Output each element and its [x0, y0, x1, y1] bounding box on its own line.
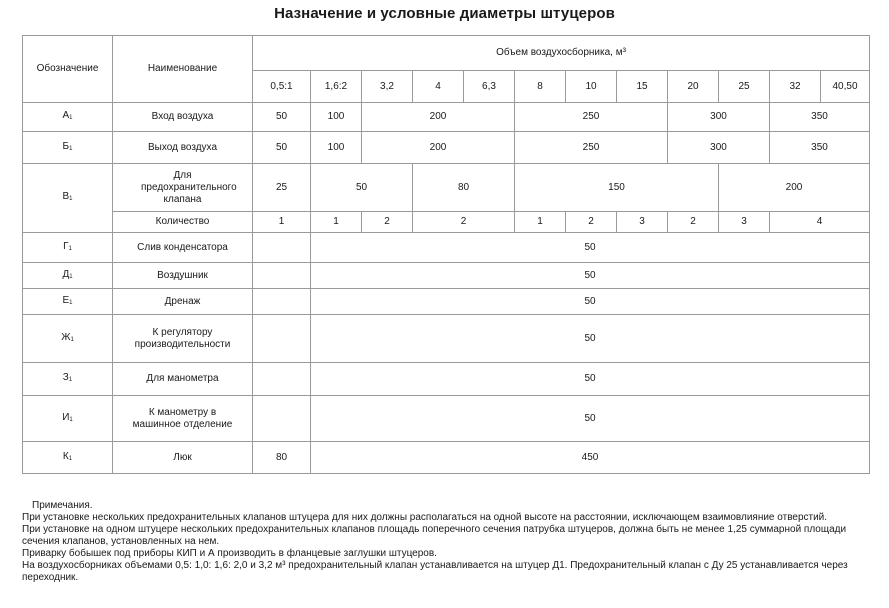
name-cell: Для предохранительного клапана: [113, 164, 253, 212]
row-e: [23, 289, 870, 315]
value-cell: 300: [668, 103, 770, 132]
value-cell: 80: [253, 442, 311, 474]
value-cell: 80: [413, 164, 515, 212]
volume-cell: 32: [770, 71, 821, 103]
name-cell: Выход воздуха: [113, 132, 253, 164]
value-cell: 150: [515, 164, 719, 212]
value-cell: 50: [253, 103, 311, 132]
value-cell: 200: [719, 164, 870, 212]
name-cell: Люк: [113, 442, 253, 474]
value-cell: 50: [311, 315, 870, 363]
page-title: Назначение и условные диаметры штуцеров: [274, 5, 615, 22]
name-cell: К регулятору производительности: [113, 315, 253, 363]
value-cell: 3: [617, 212, 668, 233]
empty-cell: [253, 363, 311, 396]
header-volume: Объем воздухосборника, м³: [253, 36, 870, 71]
row-z: [23, 363, 870, 396]
empty-cell: [253, 315, 311, 363]
value-cell: 250: [515, 132, 668, 164]
row-v-quantity: [23, 212, 870, 233]
row-g: [23, 233, 870, 263]
note-4: На воздухосборниках объемами 0,5: 1,0: 1,6: 2,0 и 3,2 м³ предохранительный клапан устанавливается на штуцер Д1. Предохранительный клапан с Ду 25 устанавливается через переходник.: [22, 560, 848, 583]
value-cell: 200: [362, 132, 515, 164]
name-cell: Слив конденсатора: [113, 233, 253, 263]
designation-cell: Б1: [23, 132, 113, 164]
value-cell: 2: [668, 212, 719, 233]
row-b: [23, 132, 870, 164]
note-1: При установке нескольких предохранительных клапанов штуцера для них должны располагаться на одной высоте на расстоянии, исключающем взаимовлияние отверстий.: [22, 512, 828, 523]
row-i: [23, 396, 870, 442]
note-2: При установке на одном штуцере нескольких предохранительных клапанов площадь поперечного сечения патрубка штуцеров, должна быть не менее 1,25 суммарной площади сечения клапанов, установленных на нем.: [22, 524, 847, 547]
value-cell: 50: [311, 263, 870, 289]
fittings-table: [22, 35, 870, 474]
name-cell: Для манометра: [113, 363, 253, 396]
empty-cell: [253, 233, 311, 263]
volume-cell: 3,2: [362, 71, 413, 103]
volume-cell: 1,6:2: [311, 71, 362, 103]
value-cell: 1: [311, 212, 362, 233]
value-cell: 350: [770, 103, 870, 132]
row-k: [23, 442, 870, 474]
value-cell: 2: [566, 212, 617, 233]
designation-cell: Г1: [23, 233, 113, 263]
designation-cell: В1: [23, 164, 113, 233]
value-cell: 300: [668, 132, 770, 164]
designation-cell: И1: [23, 396, 113, 442]
empty-cell: [253, 289, 311, 315]
value-cell: 50: [311, 363, 870, 396]
value-cell: 200: [362, 103, 515, 132]
value-cell: 50: [311, 164, 413, 212]
value-cell: 50: [311, 289, 870, 315]
value-cell: 50: [253, 132, 311, 164]
value-cell: 450: [311, 442, 870, 474]
value-cell: 100: [311, 103, 362, 132]
volume-cell: 15: [617, 71, 668, 103]
quantity-label: Количество: [113, 212, 253, 233]
value-cell: 1: [515, 212, 566, 233]
value-cell: 350: [770, 132, 870, 164]
header-designation: Обозначение: [23, 36, 113, 103]
volume-cell: 6,3: [464, 71, 515, 103]
volume-cell: 20: [668, 71, 719, 103]
volume-cell: 0,5:1: [253, 71, 311, 103]
row-v: [23, 164, 870, 212]
designation-cell: З1: [23, 363, 113, 396]
notes-heading: Примечания.: [32, 500, 93, 511]
value-cell: 3: [719, 212, 770, 233]
name-cell: К манометру в машинное отделение: [113, 396, 253, 442]
header-name: Наименование: [113, 36, 253, 103]
designation-cell: Д1: [23, 263, 113, 289]
empty-cell: [253, 396, 311, 442]
volume-cell: 10: [566, 71, 617, 103]
value-cell: 4: [770, 212, 870, 233]
designation-cell: А1: [23, 103, 113, 132]
volume-cell: 8: [515, 71, 566, 103]
row-d: [23, 263, 870, 289]
volume-cell: 25: [719, 71, 770, 103]
name-cell: Вход воздуха: [113, 103, 253, 132]
value-cell: 50: [311, 396, 870, 442]
designation-cell: Ж1: [23, 315, 113, 363]
value-cell: 2: [413, 212, 515, 233]
designation-cell: К1: [23, 442, 113, 474]
name-cell: Дренаж: [113, 289, 253, 315]
name-cell: Воздушник: [113, 263, 253, 289]
value-cell: 100: [311, 132, 362, 164]
value-cell: 50: [311, 233, 870, 263]
header-row: [23, 36, 870, 71]
value-cell: 2: [362, 212, 413, 233]
row-zh: [23, 315, 870, 363]
volume-cell: 4: [413, 71, 464, 103]
value-cell: 250: [515, 103, 668, 132]
notes: [22, 500, 868, 584]
value-cell: 1: [253, 212, 311, 233]
note-3: Приварку бобышек под приборы КИП и А производить в фланцевые заглушки штуцеров.: [22, 548, 437, 559]
value-cell: 25: [253, 164, 311, 212]
volume-cell: 40,50: [821, 71, 870, 103]
designation-cell: Е1: [23, 289, 113, 315]
empty-cell: [253, 263, 311, 289]
row-a: [23, 103, 870, 132]
